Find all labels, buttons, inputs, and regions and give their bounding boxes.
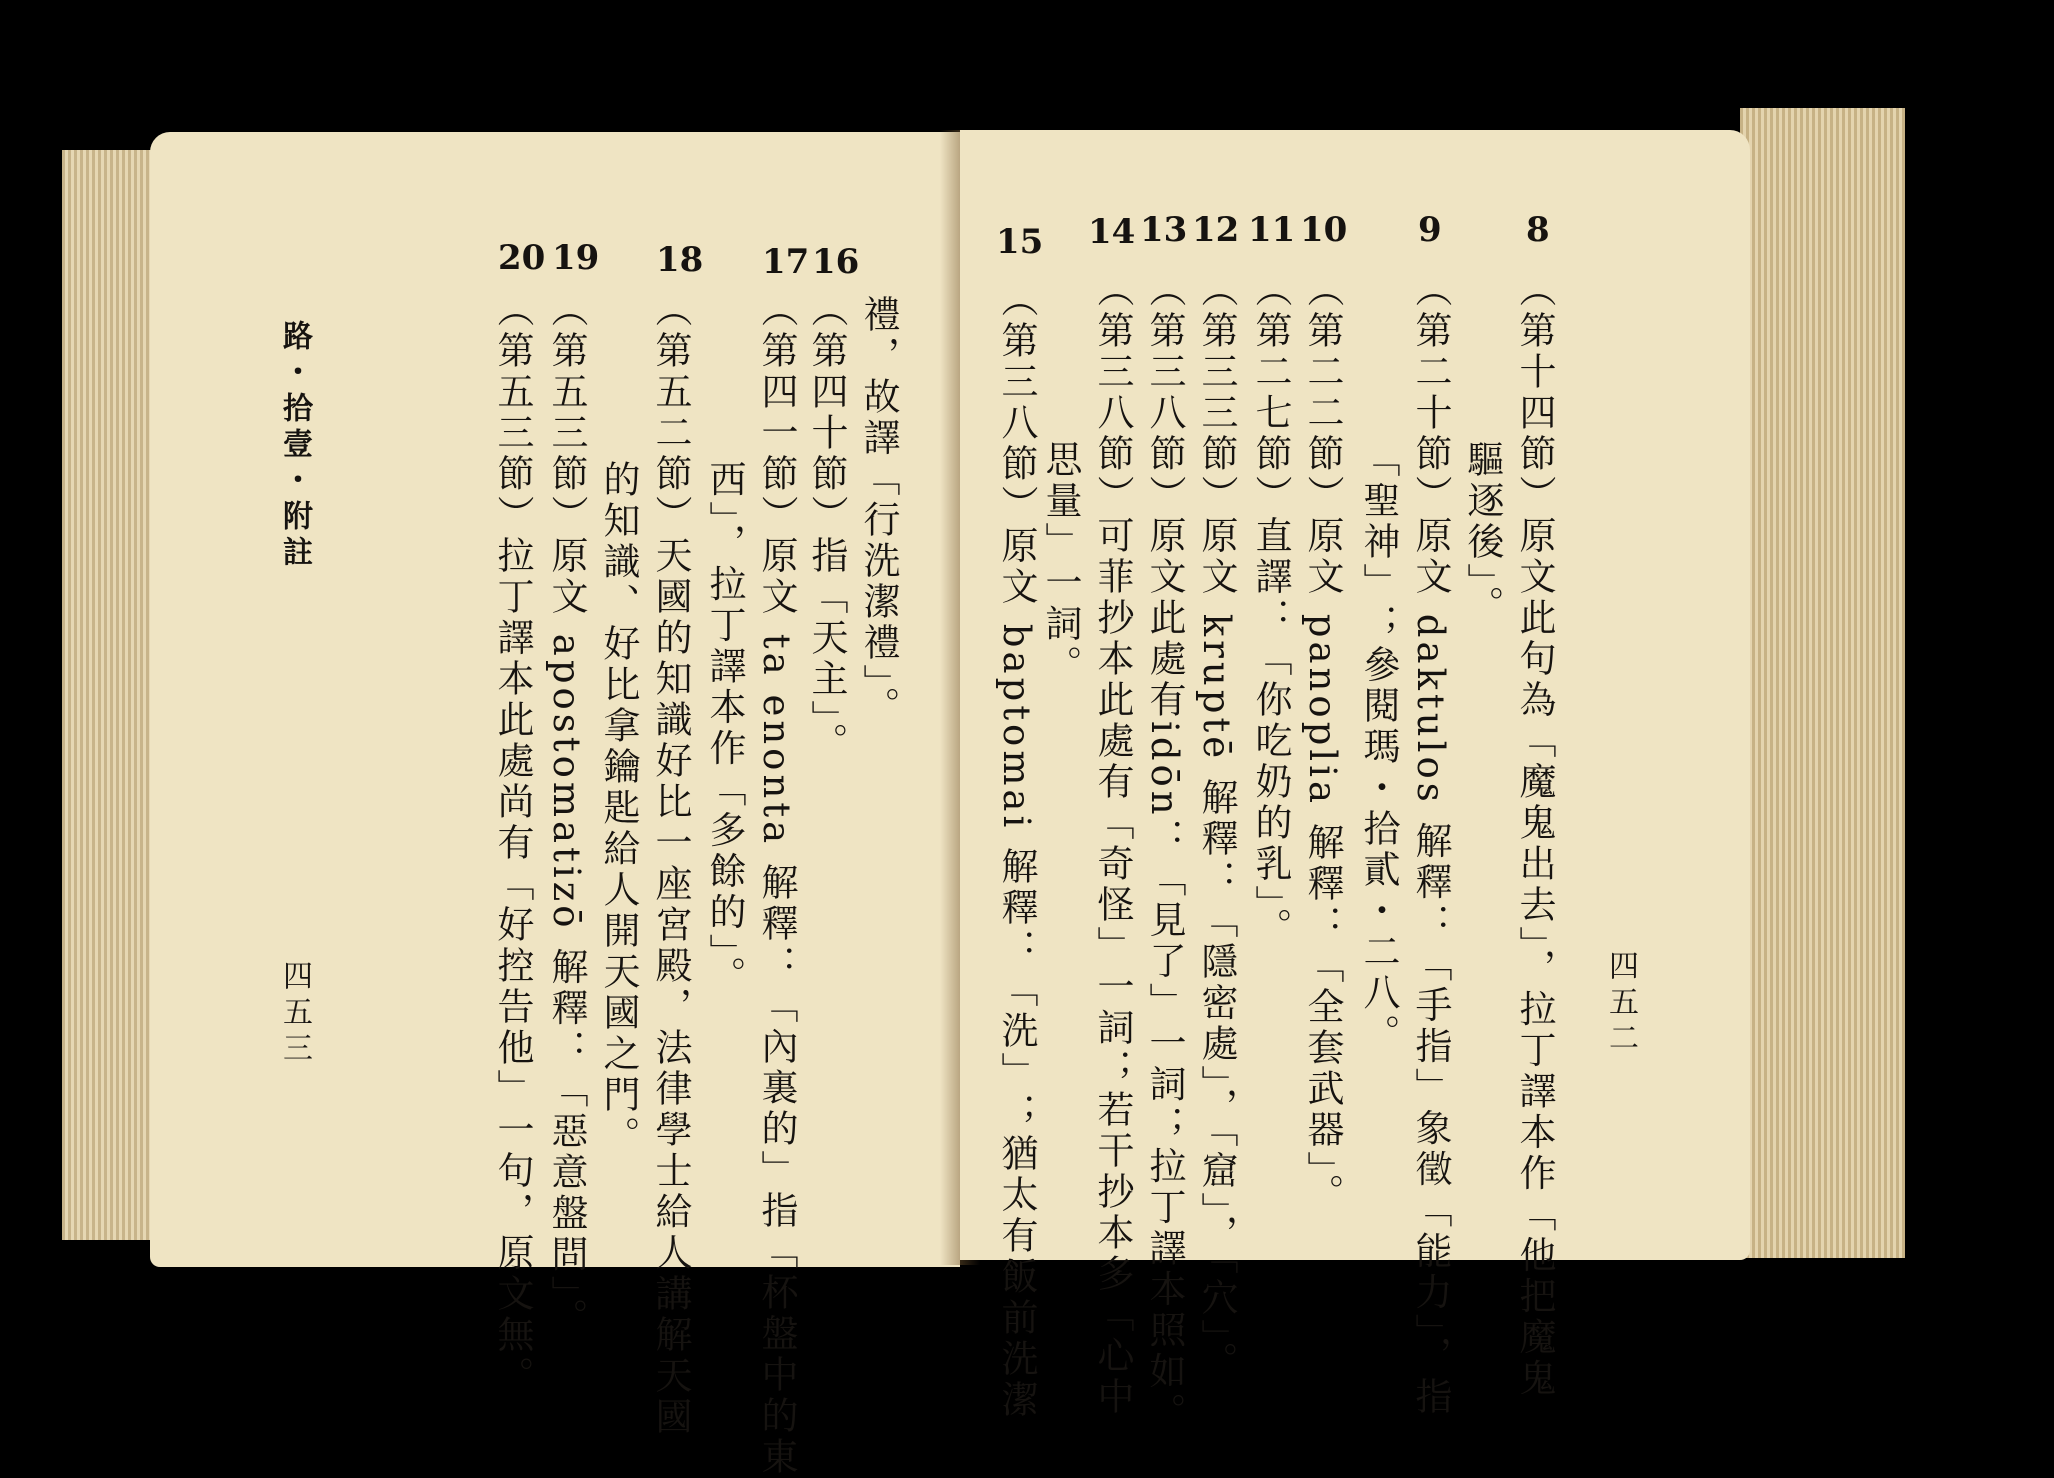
note-line: （第三八節）原文此處有idōn：「見了」一詞；拉丁譯本照如。: [1143, 270, 1186, 1434]
note-line: （第四一節）原文 ta enonta 解釋：「內裏的」指「杯盤中的東: [755, 290, 798, 1478]
note-line: （第三八節）原文 baptomai 解釋：「洗」；猶太有飯前洗潔: [995, 280, 1038, 1422]
note-number: 15: [996, 222, 1044, 262]
page-edges-right: [1740, 108, 1905, 1258]
note-line: 驅逐後」。: [1461, 440, 1504, 627]
note-line: （第五二節）天國的知識好比一座宮殿，法律學士給人講解天國: [649, 290, 692, 1438]
note-number: 14: [1088, 212, 1136, 252]
note-number: 16: [812, 242, 860, 282]
note-number: 8: [1526, 210, 1550, 250]
left-page-number: 四五三: [277, 960, 312, 1068]
note-line: （第十四節）原文此句為「魔鬼出去」，拉丁譯本作「他把魔鬼: [1513, 270, 1556, 1400]
note-number: 19: [552, 238, 600, 278]
note-line: 的知識、好比拿鑰匙給人開天國之門。: [597, 460, 640, 1157]
note-line: 思量」一詞。: [1039, 440, 1082, 686]
note-line: （第二十節）原文 daktulos 解釋：「手指」象徵「能力」，指: [1409, 270, 1452, 1418]
note-line: （第二二節）原文 panoplia 解釋：「全套武器」。: [1301, 270, 1344, 1215]
note-number: 12: [1192, 210, 1240, 250]
note-line: （第五三節）拉丁譯本此處尚有「好控告他」一句，原文無。: [491, 290, 534, 1397]
right-page: [960, 130, 1750, 1260]
note-number: 10: [1300, 210, 1348, 250]
note-number: 13: [1140, 210, 1188, 250]
note-number: 9: [1418, 210, 1442, 250]
left-continuation: 禮，故譯「行洗潔禮」。: [857, 295, 900, 728]
note-line: 西」，拉丁譯本作「多餘的」。: [703, 460, 746, 997]
note-line: （第三八節）可菲抄本此處有「奇怪」一詞；若干抄本多「心中: [1091, 270, 1134, 1418]
note-number: 11: [1248, 210, 1296, 250]
left-page-header: 路・拾壹・附註: [277, 320, 312, 572]
note-line: 「聖神」；參閱瑪・拾貳・二八。: [1357, 440, 1400, 1055]
note-number: 20: [498, 238, 546, 278]
note-line: （第二七節）直譯：「你吃奶的乳」。: [1249, 270, 1292, 949]
right-page-number: 四五二: [1603, 950, 1638, 1058]
note-line: （第五三節）原文 apostomatizō 解釋：「惡意盤問」。: [545, 290, 588, 1339]
note-number: 17: [762, 242, 810, 282]
note-line: （第三三節）原文 kruptē 解釋：「隱密處」，「窟」，「穴」。: [1195, 270, 1238, 1383]
note-line: （第四十節）指「天主」。: [805, 290, 848, 764]
note-number: 18: [656, 240, 704, 280]
